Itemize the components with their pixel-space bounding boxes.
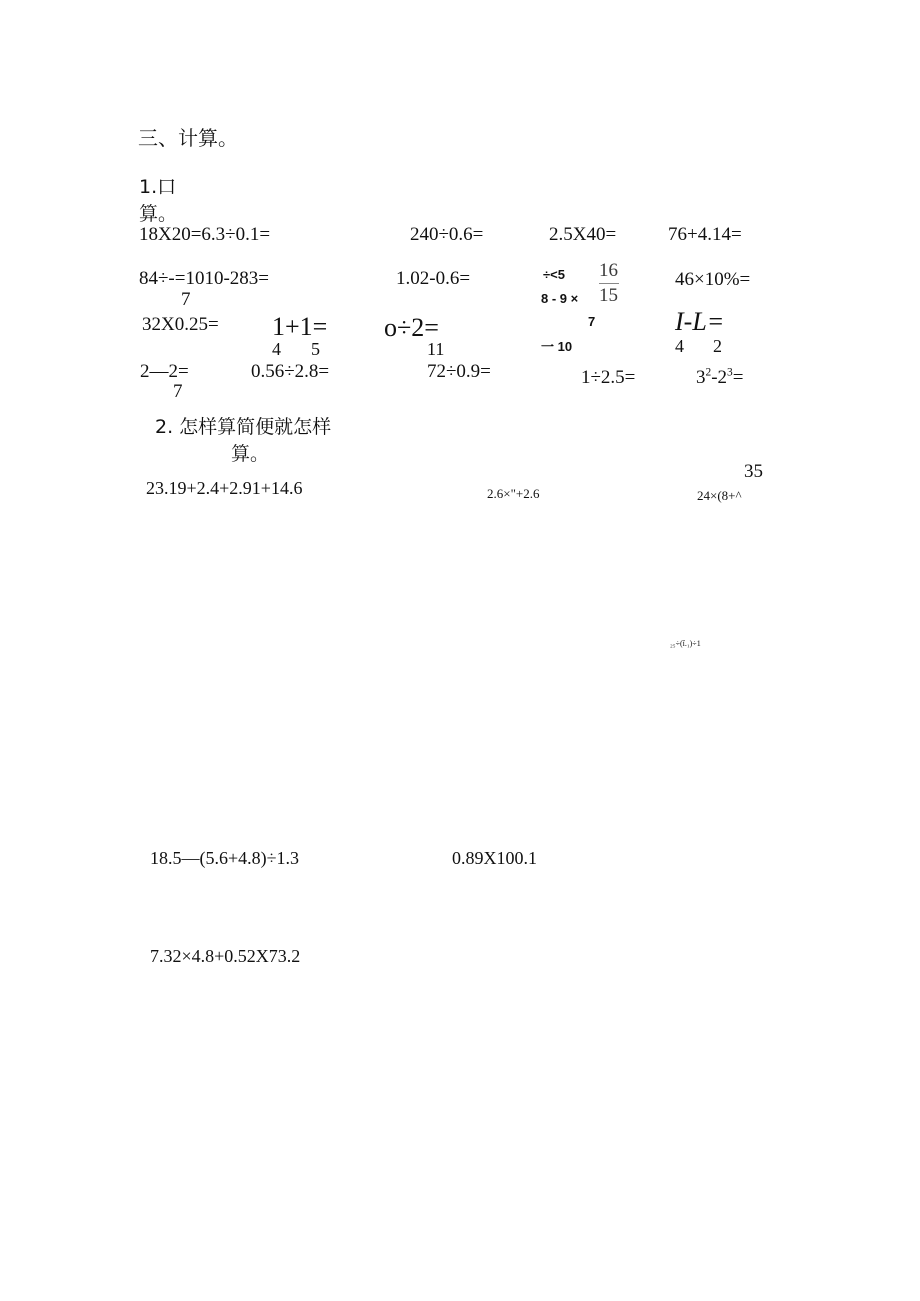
power-equals: =	[732, 367, 744, 388]
denominator-4: 4	[272, 339, 281, 359]
problem-1-02: 1.02-0.6=	[396, 268, 471, 289]
simplify-problem-4: 18.5—(5.6+4.8)÷1.3	[150, 848, 300, 868]
problem-18x20: 18X20=6.3÷0.1=	[139, 224, 271, 245]
simplify-problem-2: 2.6×"+2.6	[487, 486, 540, 501]
simplify-problem-6: 7.32×4.8+0.52X73.2	[150, 946, 301, 966]
power-exp-3: 3	[727, 366, 733, 379]
denominator-2: 2	[713, 336, 722, 356]
part2-title-cont: 算。	[231, 443, 270, 465]
problem-o-div-2: o÷2=	[384, 313, 439, 342]
problem-1-div-2-5: 1÷2.5=	[581, 367, 636, 388]
denominator-7b: 7	[173, 381, 183, 402]
power-exp-2: 2	[705, 366, 712, 379]
fraction-line	[599, 283, 619, 284]
problem-84-div: 84÷-=1010-283=	[139, 268, 270, 289]
denominator-7: 7	[181, 289, 191, 310]
fragment-10: 一 10	[541, 339, 573, 354]
problem-72-div: 72÷0.9=	[427, 361, 491, 382]
simplify-problem-3-sub: ₂₅÷(ǐ.₁)÷1	[670, 639, 701, 648]
problem-1-plus-1: 1+1=	[272, 312, 328, 341]
problem-240-div: 240÷0.6=	[410, 224, 484, 245]
fragment-8-9: 8 - 9 ×	[541, 291, 579, 306]
fragment-7: 7	[588, 314, 596, 329]
simplify-problem-3-top: 35	[744, 461, 763, 482]
fraction-15: 15	[599, 285, 618, 306]
problem-2-5x40: 2.5X40=	[549, 224, 617, 245]
simplify-problem-1: 23.19+2.4+2.91+14.6	[146, 478, 303, 498]
part1-number: 1.口	[139, 176, 177, 198]
simplify-problem-3: 24×(8+^	[697, 488, 742, 503]
problem-46-percent: 46×10%=	[675, 269, 751, 290]
denominator-4b: 4	[675, 336, 684, 356]
part1-label: 算。	[139, 203, 178, 225]
fraction-16: 16	[599, 260, 618, 281]
problem-2-2: 2—2=	[140, 361, 189, 382]
part2-title: 2. 怎样算简便就怎样	[155, 416, 332, 438]
denominator-5: 5	[311, 339, 320, 359]
problem-i-l: I-L=	[675, 307, 725, 336]
power-minus-2: -2	[711, 367, 728, 388]
problem-powers	[696, 368, 743, 387]
section-title: 三、计算。	[138, 126, 238, 150]
denominator-11: 11	[427, 339, 445, 359]
fragment-div-5: ÷<5	[543, 267, 565, 282]
problem-76-plus: 76+4.14=	[668, 224, 742, 245]
power-base-3: 3	[696, 367, 706, 388]
problem-0-56: 0.56÷2.8=	[251, 361, 330, 382]
problem-32x0-25: 32X0.25=	[142, 314, 219, 335]
simplify-problem-5: 0.89X100.1	[452, 848, 537, 868]
